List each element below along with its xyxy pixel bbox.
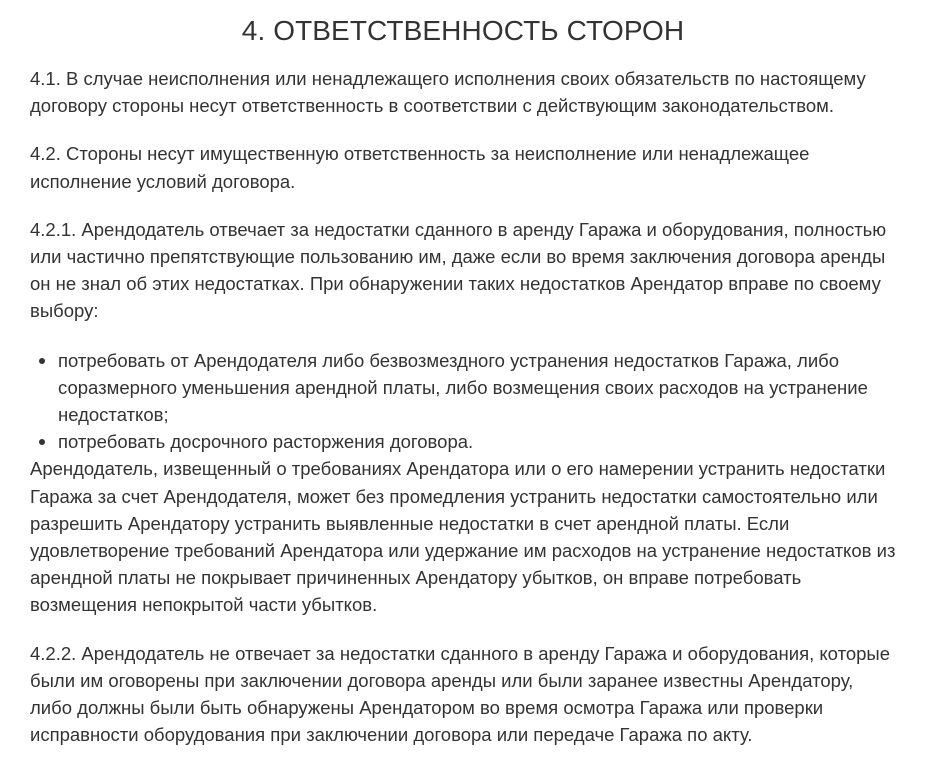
clause-4-2: 4.2. Стороны несут имущественную ответственность за неисполнение или ненадлежащее исполнение условий договора.	[30, 143, 810, 192]
clause-4-2-2: 4.2.2. Арендодатель не отвечает за недостатки сданного в аренду Гаража и оборудования, которые были им оговорены при заключении договора аренды или были заранее известны Арендатору, либо должны были быть обнаружены Арендатором во время осмотра Гаража или проверки исправности оборудования при заключении договора или передаче Гаража по акту.	[30, 642, 890, 746]
clause-4-1: 4.1. В случае неисполнения или ненадлежащего исполнения своих обязательств по настоящему договору стороны несут ответственность в соответствии с действующим законодательством.	[30, 68, 866, 117]
list-item-text: потребовать досрочного расторжения договора.	[58, 431, 474, 453]
clause-4-2-1-continuation: Арендодатель, извещенный о требованиях Арендатора или о его намерении устранить недостатки Гаража за счет Арендодателя, может без промедления устранить недостатки самостоятельно или разрешить Арендатору устранить выявленные недостатки в счет арендной платы. Если удовлетворение требований Арендатора или удержание им расходов на устранение недостатков из арендной платы не покрывает причиненных Арендатору убытков, он вправе потребовать возмещения непокрытой части убытков.	[30, 458, 896, 616]
clause-4-2-1: 4.2.1. Арендодатель отвечает за недостатки сданного в аренду Гаража и оборудования, полностью или частично препятствующие пользованию им, даже если во время заключения договора аренды он не знал об этих недостатках. При обнаружении таких недостатков Арендатор вправе по своему выбору:	[30, 218, 887, 322]
list-item	[58, 428, 896, 455]
section-title: 4. ОТВЕТСТВЕННОСТЬ СТОРОН	[241, 15, 685, 46]
list-item-text: потребовать от Арендодателя либо безвозмездного устранения недостатков Гаража, либо соразмерного уменьшения арендной платы, либо возмещения своих расходов на устранение недостатков;	[58, 349, 868, 426]
remedies-list	[30, 347, 896, 456]
bullet-icon	[39, 439, 45, 445]
list-item	[58, 347, 896, 429]
bullet-icon	[39, 358, 45, 364]
